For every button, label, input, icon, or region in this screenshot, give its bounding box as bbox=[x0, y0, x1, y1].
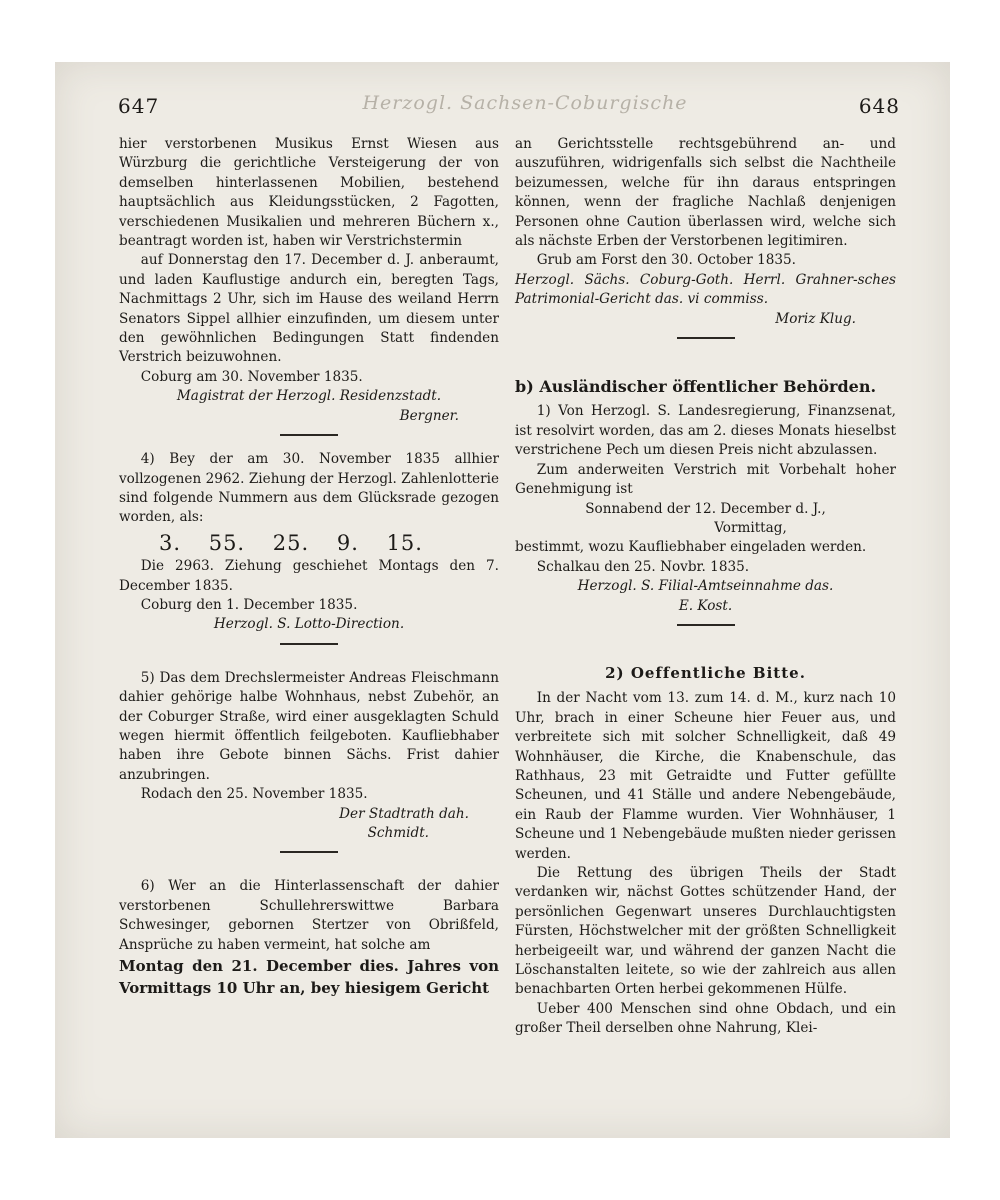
separator-rule bbox=[280, 851, 338, 853]
notice-b1-time: Vormittag, bbox=[714, 519, 787, 536]
notice-3-place-date: Coburg am 30. November 1835. bbox=[140, 368, 363, 385]
notice-6-signature-office: Herzogl. Sächs. Coburg-Goth. Herrl. Grahner-sches Patrimonial-Gericht das. vi commiss. bbox=[515, 271, 896, 308]
notice-6-date: Montag den 21. December dies. Jahres von Vormittags 10 Uhr an, bey hiesigem Gericht bbox=[119, 957, 499, 998]
left-column bbox=[119, 135, 499, 999]
lottery-numbers: 3. 55. 25. 9. 15. bbox=[159, 530, 423, 555]
notice-5-signature-office: Der Stadtrath dah. bbox=[339, 805, 469, 822]
notice-3-date-text: auf Donnerstag den 17. December d. J. anberaumt, und laden Kauflustige andurch ein, beregten Tags, Nachmittags 2 Uhr, sich im Hause des weiland Herrn Senators Sippel allhier einzufinden, um diesem unter den gewöhnlichen Bedingungen Statt findenden Verstrich beizuwohnen. bbox=[119, 252, 499, 366]
notice-3-signature-office: Magistrat der Herzogl. Residenzstadt. bbox=[176, 388, 442, 405]
notice-b1-reauction: Zum anderweiten Verstrich mit Vorbehalt hoher Genehmigung ist bbox=[515, 461, 896, 498]
notice-4-body: 4) Bey der am 30. November 1835 allhier vollzogenen 2962. Ziehung der Herzogl. Zahlenlotterie sind folgende Nummern aus dem Glücksrade gezogen worden, als: bbox=[119, 451, 499, 526]
notice-6-signature-name: Moriz Klug. bbox=[775, 310, 856, 327]
appeal-paragraph-2: Die Rettung des übrigen Theils der Stadt verdanken wir, nächst Gottes schützender Hand, der persönlichen Gegenwart unseres Durchlauchtigsten Fürsten, Höchstwelcher mit der größten Schnelligkeit herbeigeeilt war, und während der ganzen Nacht die Löschanstalten leitete, so wie der zahlreich aus allen benachbarten Orten herbei gekommenen Hülfe. bbox=[515, 865, 896, 998]
notice-6-body: 6) Wer an die Hinterlassenschaft der dahier verstorbenen Schullehrerswittwe Barbara Schwesinger, gebornen Stertzer von Obrißfeld, Ansprüche zu haben vermeint, hat solche am bbox=[119, 878, 499, 953]
notice-b1-signature-office: Herzogl. S. Filial-Amtseinnahme das. bbox=[577, 578, 834, 595]
notice-6-place-date: Grub am Forst den 30. October 1835. bbox=[536, 252, 796, 269]
notice-b1-body: 1) Von Herzogl. S. Landesregierung, Finanzsenat, ist resolvirt worden, das am 2. dieses Monats hieselbst verstrichene Pech um diesen Preis nicht abzulassen. bbox=[515, 403, 896, 459]
section-heading-public-appeal: 2) Oeffentliche Bitte. bbox=[605, 663, 806, 682]
notice-3-signature-name: Bergner. bbox=[399, 407, 459, 424]
notice-4-place-date: Coburg den 1. December 1835. bbox=[140, 596, 358, 613]
appeal-paragraph-3: Ueber 400 Menschen sind ohne Obdach, und ein großer Theil derselben ohne Nahrung, Klei- bbox=[515, 1000, 896, 1037]
page-number-left: 647 bbox=[118, 94, 160, 118]
notice-4-signature: Herzogl. S. Lotto-Direction. bbox=[213, 616, 405, 633]
notice-5-signature-name: Schmidt. bbox=[367, 825, 429, 841]
notice-b1-place-date: Schalkau den 25. Novbr. 1835. bbox=[536, 558, 750, 575]
notice-6-continued: an Gerichtsstelle rechtsgebührend an- und auszuführen, widrigenfalls sich selbst die Nachtheile beizumessen, welche für ihn daraus entspringen können, wenn der fragliche Nachlaß denjenigen Personen ohne Caution überlassen wird, welche sich als nächste Erben der Verstorbenen legitimiren. bbox=[515, 136, 896, 250]
running-head: Herzogl. Sachsen-Coburgische bbox=[362, 92, 688, 114]
notice-4-next-draw: Die 2963. Ziehung geschiehet Montags den 7. December 1835. bbox=[119, 558, 499, 594]
appeal-paragraph-1: In der Nacht vom 13. zum 14. d. M., kurz nach 10 Uhr, brach in einer Scheune hier Feuer aus, und verbreitete sich mit solcher Schnelligkeit, daß 49 Wohnhäuser, die Kirche, die Knabenschule, das Rathhaus, 23 mit Getraidte und Futter gefüllte Scheunen, und 41 Ställe und andere Nebengebäude, ein Raub der Flamme wurden. Vier Wohnhäuser, 1 Scheune und 1 Nebengebäude mußten nieder gerissen werden. bbox=[515, 690, 896, 862]
page-number-right: 648 bbox=[858, 94, 900, 118]
separator-rule bbox=[677, 337, 735, 339]
notice-5-body: 5) Das dem Drechslermeister Andreas Fleischmann dahier gehörige halbe Wohnhaus, nebst Zubehör, an der Coburger Straße, wird einer ausgeklagten Schuld wegen hiermit öffentlich feilgeboten. Kaufliebhaber haben ihre Gebote binnen Sächs. Frist dahier anzubringen. bbox=[119, 669, 499, 783]
notice-b1-date: Sonnabend der 12. December d. J., bbox=[585, 500, 826, 517]
scanned-page bbox=[55, 62, 950, 1138]
notice-b1-invitation: bestimmt, wozu Kaufliebhaber eingeladen werden. bbox=[515, 539, 867, 556]
section-heading-foreign-authorities: b) Ausländischer öffentlicher Behörden. bbox=[515, 377, 877, 397]
separator-rule bbox=[280, 434, 338, 436]
notice-5-place-date: Rodach den 25. November 1835. bbox=[140, 786, 368, 803]
notice-3-body: hier verstorbenen Musikus Ernst Wiesen aus Würzburg die gerichtliche Versteigerung der von demselben hinterlassenen Mobilien, bestehend hauptsächlich aus Kleidungsstücken, 2 Fagotten, verschiedenen Musikalien und mehreren Büchern x., beantragt worden ist, haben wir Verstrichstermin bbox=[119, 136, 499, 250]
notice-b1-signature-name: E. Kost. bbox=[678, 597, 733, 614]
separator-rule bbox=[280, 643, 338, 645]
separator-rule bbox=[677, 624, 735, 626]
right-column bbox=[515, 135, 896, 1039]
